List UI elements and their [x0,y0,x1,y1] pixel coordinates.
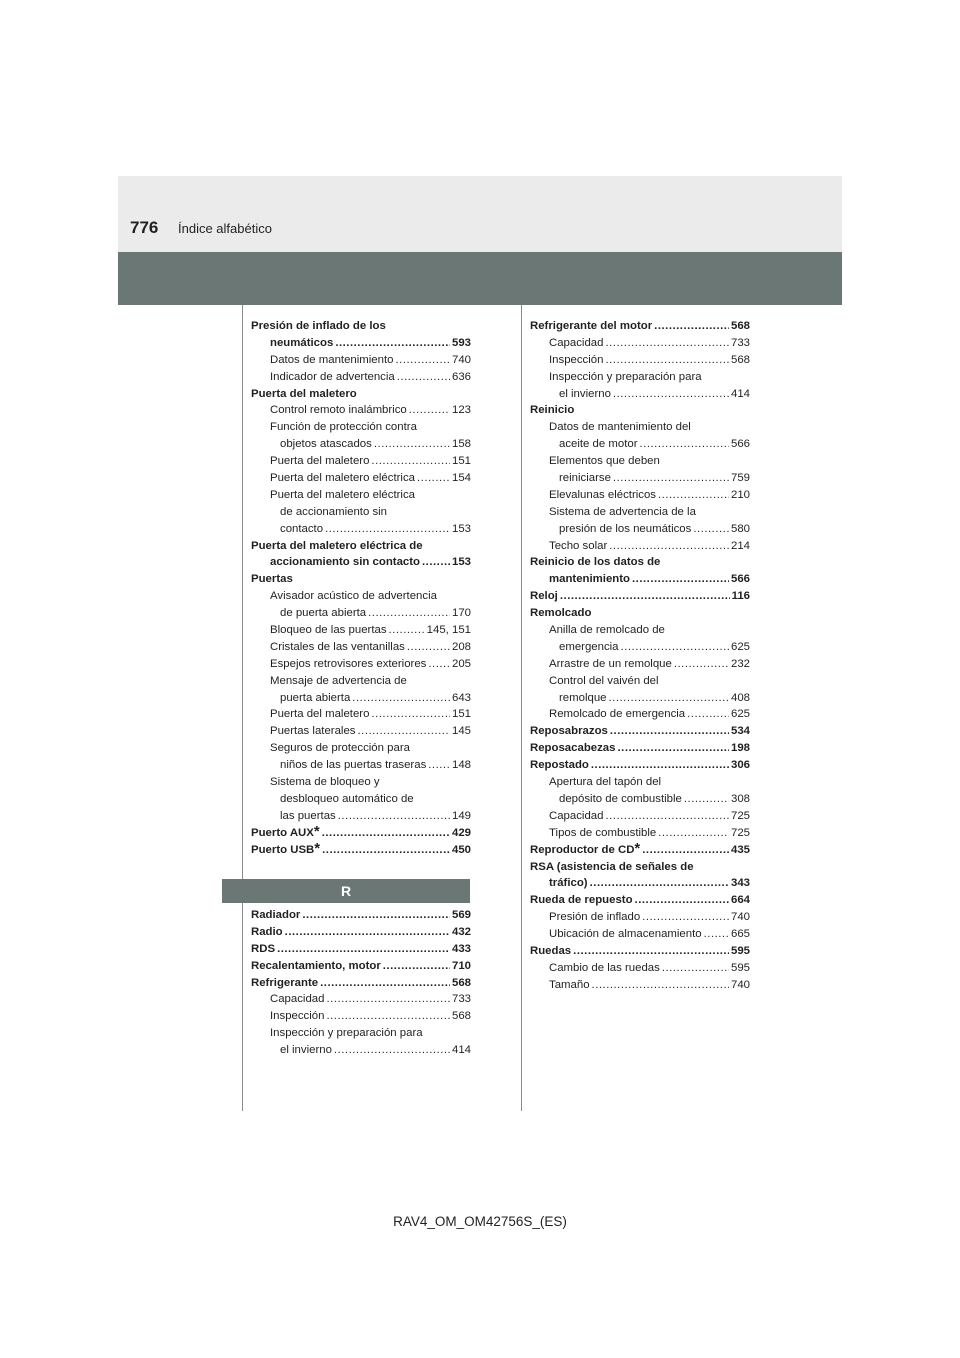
index-entry [530,318,750,335]
index-entry-term: Reloj [530,590,558,603]
dot-leader [605,808,729,825]
index-entry-page: 664 [730,894,750,907]
index-entry-term: Puertas laterales [270,725,356,738]
index-entry-term: RSA (asistencia de señales de [530,860,694,873]
index-entry [530,639,750,656]
index-entry-term: Datos de mantenimiento [270,353,394,366]
index-entry-page: 710 [451,959,471,972]
index-entry-term: Ruedas [530,944,572,957]
index-entry [251,791,471,808]
index-entry [530,436,750,453]
index-entry [530,656,750,673]
index-entry [530,706,750,723]
index-entry [530,571,750,588]
index-entry [251,588,471,605]
section-letter-bar [222,879,470,903]
index-entry [251,622,471,639]
index-entry [251,690,471,707]
index-entry [251,571,471,588]
index-entry-page: 566 [730,573,750,586]
index-entry-term: Reposabrazos [530,725,608,738]
dot-leader [617,740,729,757]
index-entry-page: 435 [730,843,750,856]
index-entry-term: accionamiento sin contacto [270,556,421,569]
index-entry-term: Refrigerante del motor [530,320,653,332]
index-entry-term: Cambio de las ruedas [549,961,660,974]
header-dark-band [118,252,842,305]
dot-leader [371,706,450,723]
dot-leader [371,453,450,470]
index-entry [251,941,471,958]
index-entry-term: Seguros de protección para [270,742,410,755]
index-entry-term: aceite de motor [559,438,638,451]
dot-leader [591,757,729,774]
index-entry-page: 665 [730,928,750,941]
index-entry [530,960,750,977]
index-entry-page: 733 [451,993,471,1006]
index-entry-term: Capacidad [549,809,604,822]
index-entry-page: 151 [451,455,471,468]
index-entry [251,605,471,622]
index-entry [530,859,750,876]
dot-leader [674,656,729,673]
dot-leader [609,690,729,707]
dot-leader [632,571,729,588]
index-entry-page: 568 [451,1010,471,1023]
index-column-left-bottom [251,907,471,1059]
index-entry [530,605,750,622]
index-entry-term: emergencia [559,640,619,653]
index-entry-page: 343 [730,877,750,890]
dot-leader [621,639,729,656]
index-entry [530,521,750,538]
page-number: 776 [130,218,159,237]
index-entry-page: 198 [730,742,750,755]
index-entry-term: Inspección [270,1010,325,1023]
index-entry [530,909,750,926]
index-entry [530,335,750,352]
index-entry [530,588,750,605]
index-entry-page: 429 [451,826,471,839]
index-entry [251,774,471,791]
index-entry-page: 580 [730,522,750,535]
index-entry-term: las puertas [280,809,336,822]
index-entry: Reproductor de CD * ..... 435 [530,842,750,859]
index-entry-term: Sistema de advertencia de la [549,505,696,518]
dot-leader [326,991,450,1008]
index-entry-page: 740 [730,911,750,924]
right-column-rule [521,305,522,1111]
index-entry-page: 759 [730,472,750,485]
dot-leader [610,723,729,740]
index-entry-term: Remolcado de emergencia [549,708,686,721]
index-entry [251,639,471,656]
index-entry-page: 308 [730,792,750,805]
index-entry [251,924,471,941]
index-entry [530,926,750,943]
index-entry-term: Bloqueo de las puertas [270,624,387,637]
index-entry-term: mantenimiento [549,573,631,586]
index-entry-page: 153 [451,522,471,535]
index-entry [251,402,471,419]
dot-leader [704,926,729,943]
dot-leader [409,402,450,419]
index-entry-term: Techo solar [549,539,608,552]
dot-leader [395,352,450,369]
index-entry-term: Remolcado [530,607,592,620]
index-entry [530,892,750,909]
index-entry-term: desbloqueo automático de [280,792,414,805]
dot-leader [693,521,729,538]
index-entry-page: 625 [730,708,750,721]
dot-leader [613,386,729,403]
index-entry [530,808,750,825]
dot-leader [325,521,450,538]
index-entry-term: Puerto USB [251,843,315,856]
index-entry-term: Tipos de combustible [549,826,657,839]
index-entry-page: 595 [730,961,750,974]
index-entry [530,825,750,842]
index-entry-term: Cristales de las ventanillas [270,640,405,653]
index-entry-term: de accionamiento sin [280,505,388,518]
index-entry [251,656,471,673]
index-entry-page: 740 [451,353,471,366]
index-entry [251,808,471,825]
index-entry [251,538,471,555]
index-entry [251,1025,471,1042]
index-entry-term: RDS [251,942,276,955]
index-entry-page: 569 [451,909,471,921]
index-entry [530,554,750,571]
index-entry [251,958,471,975]
index-entry [530,690,750,707]
index-entry [251,740,471,757]
dot-leader [658,487,729,504]
index-entry-page: 306 [730,759,750,772]
section-title: Índice alfabético [178,221,272,236]
index-entry [251,673,471,690]
index-entry-term: Puerta del maletero eléctrica [270,472,415,485]
index-entry-term: Elevalunas eléctricos [549,488,656,501]
index-entry [251,453,471,470]
index-entry [530,673,750,690]
index-entry-term: niños de las puertas traseras [280,759,427,772]
index-entry-term: Inspección y preparación para [270,1027,423,1040]
index-entry [251,335,471,352]
index-entry-term: Capacidad [270,993,325,1006]
index-entry [530,791,750,808]
index-entry-page: 408 [730,691,750,704]
index-entry [530,622,750,639]
index-entry-term: Datos de mantenimiento del [549,421,691,434]
index-entry [251,369,471,386]
index-entry [251,470,471,487]
dot-leader [334,1042,450,1059]
index-entry [530,977,750,994]
index-entry [251,436,471,453]
dot-leader [605,352,729,369]
index-entry [251,318,471,335]
index-entry-term: Puerta del maletero [251,387,357,400]
index-entry-term: Reinicio de los datos de [530,556,661,569]
index-entry [530,369,750,386]
header-band [118,176,842,252]
index-entry-term: Radiador [251,909,301,921]
index-entry-page: 595 [730,944,750,957]
index-entry-term: Arrastre de un remolque [549,657,672,670]
index-entry-term: Inspección [549,353,604,366]
index-entry [530,352,750,369]
dot-leader [383,958,450,975]
dot-leader [277,941,450,958]
index-entry-term: Repostado [530,759,589,772]
index-entry-page: 158 [451,438,471,451]
dot-leader [592,977,729,994]
index-entry-term: Puerta del maletero [270,708,370,721]
index-entry [251,554,471,571]
index-entry-page: 153 [451,556,471,569]
dot-leader [654,318,729,335]
index-entry-page: 450 [451,843,471,856]
index-entry [251,1008,471,1025]
index-entry-page: 733 [730,336,750,349]
dot-leader [407,639,450,656]
dot-leader [389,622,425,639]
index-entry-term: Rueda de repuesto [530,894,633,907]
index-entry-term: Inspección y preparación para [549,370,702,383]
dot-leader [285,924,450,941]
index-entry-page: 116 [731,590,750,603]
index-entry-page: 433 [451,942,471,955]
left-column-rule [242,305,243,1111]
index-entry-page: 151 [451,708,471,721]
dot-leader [573,943,729,960]
index-entry [251,419,471,436]
index-entry-page: 214 [730,539,750,552]
index-entry [251,723,471,740]
dot-leader [613,470,729,487]
index-entry [251,504,471,521]
dot-leader [658,825,729,842]
dot-leader [642,909,729,926]
index-entry: Puerto USB * ..... 450 [251,842,471,859]
index-entry [530,875,750,892]
index-entry [530,386,750,403]
index-entry [530,740,750,757]
index-entry-term: el invierno [559,387,611,400]
index-entry [530,757,750,774]
dot-leader [605,335,729,352]
dot-leader [322,842,450,859]
index-entry-page: 636 [451,370,471,383]
index-entry-page: 154 [451,472,471,485]
index-entry-term: contacto [280,522,324,535]
index-entry-page: 145 [451,725,471,738]
index-entry-term: Sistema de bloqueo y [270,776,380,789]
index-entry-term: Indicador de advertencia [270,370,395,383]
index-entry-term: Puerto AUX [251,826,314,839]
index-entry: Puerto AUX * ..... 429 [251,825,471,842]
index-entry-term: Reinicio [530,404,575,417]
dot-leader [326,1008,450,1025]
dot-leader [368,605,450,622]
index-entry-page: 149 [451,809,471,822]
dot-leader [397,369,450,386]
index-entry-term: objetos atascados [280,438,372,451]
index-entry-page: 148 [451,759,471,772]
index-entry-term: Puerta del maletero [270,455,370,468]
index-entry-term: tráfico) [549,877,588,890]
index-entry-term: Función de protección contra [270,421,417,434]
index-entry [530,538,750,555]
index-entry [530,774,750,791]
dot-leader [417,470,450,487]
dot-leader [302,907,450,924]
index-entry-term: reiniciarse [559,472,611,485]
index-entry-page: 205 [451,657,471,670]
index-entry-term: Reproductor de CD [530,843,635,856]
dot-leader [642,842,729,859]
index-entry-term: Espejos retrovisores exteriores [270,657,427,670]
index-entry [251,1042,471,1059]
index-entry-term: Ubicación de almacenamiento [549,928,702,941]
index-entry-page: 232 [730,657,750,670]
index-entry-page: 414 [451,1044,471,1057]
index-entry-term: Capacidad [549,336,604,349]
footer-doc-code: RAV4_OM_OM42756S_(ES) [393,1214,567,1229]
section-letter: R [340,883,352,899]
index-entry-page: 568 [730,353,750,366]
index-entry [251,907,471,924]
dot-leader [687,706,729,723]
dot-leader [428,757,450,774]
index-entry-term: puerta abierta [280,691,351,704]
index-entry-term: Puerta del maletero eléctrica de [251,539,423,552]
dot-leader [609,538,729,555]
index-entry [530,487,750,504]
index-column-right [530,318,750,994]
index-entry-term: neumáticos [270,336,334,349]
dot-leader [590,875,729,892]
index-entry [251,975,471,992]
index-entry-page: 568 [451,976,471,989]
index-entry-term: de puerta abierta [280,607,367,620]
index-entry-term: Presión de inflado [549,911,641,924]
dot-leader [374,436,450,453]
index-entry-term: Control del vaivén del [549,674,659,687]
dot-leader [357,723,450,740]
dot-leader [640,436,729,453]
index-entry-page: 643 [451,691,471,704]
index-entry-term: Avisador acústico de advertencia [270,590,437,603]
dot-leader [684,791,729,808]
index-entry [530,723,750,740]
index-entry-term: Mensaje de advertencia de [270,674,407,687]
index-entry [251,757,471,774]
index-entry-page: 432 [451,925,471,938]
dot-leader [320,975,450,992]
index-entry-term: Reposacabezas [530,742,616,755]
index-entry [251,352,471,369]
index-entry-page: 593 [451,336,471,349]
index-entry-page: 725 [730,809,750,822]
index-entry-term: Apertura del tapón del [549,776,662,789]
index-entry-term: Radio [251,925,283,938]
index-entry-term: depósito de combustible [559,792,682,805]
dot-leader [560,588,730,605]
index-entry [530,419,750,436]
dot-leader [352,690,450,707]
index-entry [251,991,471,1008]
index-entry-page: 740 [730,978,750,991]
index-entry [530,402,750,419]
dot-leader [662,960,729,977]
index-entry-term: presión de los neumáticos [559,522,692,535]
index-entry-term: Elementos que deben [549,455,660,468]
index-entry [251,386,471,403]
index-entry-term: Anilla de remolcado de [549,624,665,637]
index-entry-page: 123 [451,404,471,417]
dot-leader [322,825,450,842]
index-entry-page: 725 [730,826,750,839]
dot-leader [338,808,450,825]
index-entry [530,943,750,960]
index-entry [251,487,471,504]
index-entry-page: 208 [451,640,471,653]
index-entry-term: Recalentamiento, motor [251,959,381,972]
index-entry-page: 414 [730,387,750,400]
index-entry [530,504,750,521]
index-entry-term: Tamaño [549,978,590,991]
index-entry-term: remolque [559,691,607,704]
index-entry-term: Puertas [251,573,293,586]
index-entry-term: Refrigerante [251,976,319,989]
dot-leader [428,656,450,673]
index-entry [251,706,471,723]
index-entry-term: Presión de inflado de los [251,320,386,332]
index-entry-page: 566 [730,438,750,451]
index-column-left-top [251,318,471,859]
index-entry-term: Puerta del maletero eléctrica [270,488,415,501]
index-entry-term: Control remoto inalámbrico [270,404,407,417]
index-entry [530,453,750,470]
index-entry [251,521,471,538]
index-entry [530,470,750,487]
index-entry-term: el invierno [280,1044,332,1057]
index-entry-page: 170 [451,607,471,620]
dot-leader [635,892,729,909]
index-entry-page: 210 [730,488,750,501]
dot-leader [422,554,450,571]
index-entry-page: 145, 151 [426,624,471,637]
index-entry-page: 625 [730,640,750,653]
index-entry-page: 568 [730,320,750,332]
index-entry-page: 534 [730,725,750,738]
dot-leader [335,335,450,352]
